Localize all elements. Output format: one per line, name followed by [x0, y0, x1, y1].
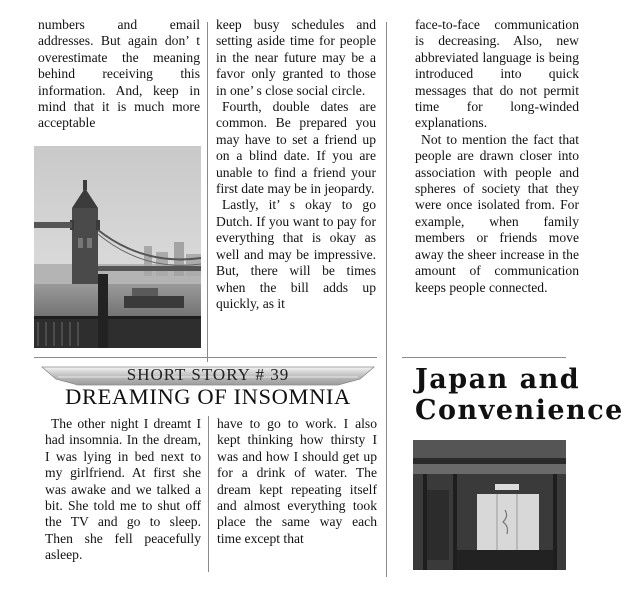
paragraph: Fourth, double dates are common. Be prepared you may have to set a friend up on a blind date. If you are unable to find a friend your first date may be in jeopardy.: [216, 99, 376, 197]
column-divider: [208, 416, 209, 572]
section-divider: [402, 357, 566, 358]
paragraph: numbers and email addresses. But again don’ t overestimate the meaning behind receiving this information. And, keep in mind that it is much more acceptable: [38, 17, 200, 131]
headline-line-2: Convenience: [415, 395, 624, 426]
japanese-storefront-photo: [413, 440, 566, 570]
column-2-top-text: [216, 17, 376, 354]
column-3-top-text: [415, 17, 579, 354]
tower-bridge-photo: [34, 146, 201, 348]
paragraph: Not to mention the fact that people are drawn closer into association with people and spheres of society that they were once isolated from. For example, when family members or friends move away the sheer increase in the amount of communication keeps people connected.: [415, 131, 579, 295]
story-kicker: SHORT STORY # 39: [126, 365, 290, 384]
section-divider: [34, 357, 377, 358]
column-divider: [386, 22, 387, 577]
paragraph: The other night I dreamt I had insomnia. In the dream, I was lying in bed next to my girlfriend. At first she was awake and we talked a bit. She told me to shut off the TV and go to sleep. Then she fell peacefully asleep.: [45, 416, 201, 563]
paragraph: face-to-face communication is decreasing. Also, new abbreviated language is being introduced into quick messages that do not permit time for long-winded explanations.: [415, 17, 579, 131]
headline-line-1: Japan and: [415, 364, 581, 395]
paragraph: have to go to work. I also kept thinking how thirsty I was and how I should get up for a drink of water. The dream kept repeating itself and almost everything took place the same way each time except that: [217, 416, 377, 546]
story-column-2: [217, 416, 377, 572]
story-banner: [38, 363, 378, 411]
paragraph: keep busy schedules and setting aside time for people in the near future may be a favor only granted to those in one’ s close social circle.: [216, 17, 376, 98]
column-divider: [207, 22, 208, 362]
feature-headline: [415, 364, 624, 426]
column-1-top-text: [38, 17, 200, 140]
story-column-1: [45, 416, 201, 572]
paragraph: Lastly, it’ s okay to go Dutch. If you want to pay for everything that is okay as well and may be impressive. But, there will be times when the bill adds up quickly, as it: [216, 197, 376, 311]
story-title: DREAMING OF INSOMNIA: [65, 384, 351, 409]
